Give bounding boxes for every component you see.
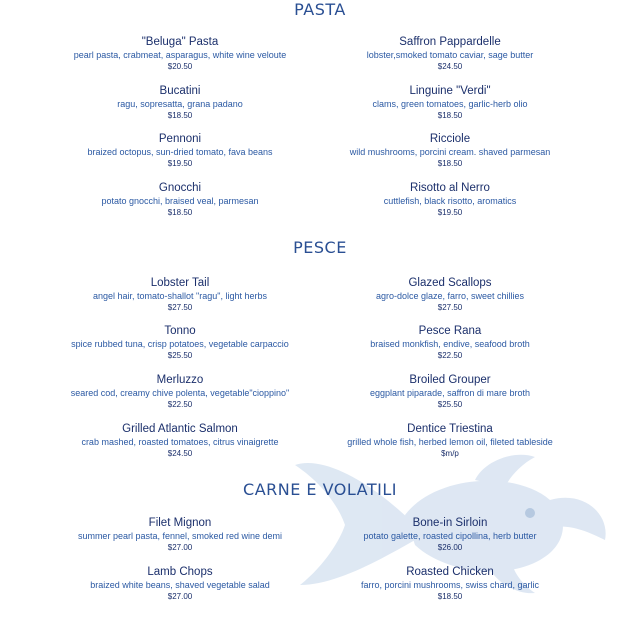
item-description: crab mashed, roasted tomatoes, citrus vinaigrette	[81, 437, 279, 447]
item-description: braized octopus, sun-dried tomato, fava beans	[87, 147, 273, 157]
item-price: $25.50	[437, 400, 463, 409]
item-description: angel hair, tomato-shallot "ragu", light herbs	[93, 291, 267, 301]
item-description: braised monkfish, endive, seafood broth	[370, 339, 530, 349]
item-name: Filet Mignon	[148, 517, 212, 529]
menu-item	[30, 422, 330, 459]
item-description: farro, porcini mushrooms, swiss chard, garlic	[360, 580, 540, 590]
item-name: Saffron Pappardelle	[399, 36, 501, 48]
item-description: potato gnocchi, braised veal, parmesan	[101, 196, 259, 206]
menu-item	[290, 84, 610, 121]
item-name: Grilled Atlantic Salmon	[122, 423, 238, 435]
item-name: Risotto al Nerro	[410, 182, 490, 194]
item-name: Gnocchi	[158, 182, 202, 194]
item-price: $24.50	[167, 449, 193, 458]
item-description: summer pearl pasta, fennel, smoked red wine demi	[77, 531, 283, 541]
item-description: grilled whole fish, herbed lemon oil, fileted tableside	[347, 437, 553, 447]
item-price: $18.50	[437, 111, 463, 120]
menu-item	[290, 35, 610, 72]
item-name: Broiled Grouper	[409, 374, 491, 386]
item-name: Glazed Scallops	[408, 277, 492, 289]
item-description: braized white beans, shaved vegetable salad	[90, 580, 270, 590]
section-title-carne-e-volatili: CARNE E VOLATILI	[243, 480, 397, 499]
menu-item	[290, 516, 610, 553]
item-name: Merluzzo	[156, 374, 204, 386]
item-description: pearl pasta, crabmeat, asparagus, white wine veloute	[73, 50, 287, 60]
item-price: $27.50	[167, 303, 193, 312]
menu-item	[290, 132, 610, 169]
item-name: Bucatini	[159, 85, 201, 97]
section-title-pasta: PASTA	[294, 0, 346, 19]
menu-item	[290, 276, 610, 313]
item-name: Pennoni	[158, 133, 202, 145]
item-description: seared cod, creamy chive polenta, vegetable"cioppino"	[70, 388, 290, 398]
menu-item	[290, 422, 610, 459]
item-description: lobster,smoked tomato caviar, sage butter	[366, 50, 534, 60]
item-price: $18.50	[167, 208, 193, 217]
menu-item	[30, 132, 330, 169]
item-name: Pesce Rana	[418, 325, 482, 337]
item-price: $18.50	[437, 592, 463, 601]
item-price: $27.00	[167, 592, 193, 601]
menu-item	[30, 373, 330, 410]
item-name: Tonno	[164, 325, 196, 337]
item-price: $22.50	[167, 400, 193, 409]
menu-item	[30, 84, 330, 121]
item-description: potato galette, roasted cipollina, herb butter	[363, 531, 537, 541]
menu-item	[30, 516, 330, 553]
item-price: $20.50	[167, 62, 193, 71]
item-description: spice rubbed tuna, crisp potatoes, vegetable carpaccio	[71, 339, 289, 349]
item-name: Lamb Chops	[147, 566, 213, 578]
item-price: $24.50	[437, 62, 463, 71]
item-description: ragu, sopresatta, grana padano	[117, 99, 243, 109]
item-description: agro-dolce glaze, farro, sweet chillies	[375, 291, 525, 301]
menu-item	[290, 373, 610, 410]
menu-item	[30, 276, 330, 313]
menu-item	[290, 324, 610, 361]
item-name: Lobster Tail	[150, 277, 210, 289]
menu-item	[30, 324, 330, 361]
menu-item	[30, 181, 330, 218]
item-price: $19.50	[167, 159, 193, 168]
item-name: Linguine "Verdi"	[409, 85, 491, 97]
item-price: $26.00	[437, 543, 463, 552]
menu-item	[290, 181, 610, 218]
menu-item	[290, 565, 610, 602]
item-name: "Beluga" Pasta	[141, 36, 219, 48]
item-price: $m/p	[441, 449, 459, 458]
item-price: $25.50	[167, 351, 193, 360]
item-price: $18.50	[167, 111, 193, 120]
section-title-pesce: PESCE	[293, 238, 347, 257]
item-name: Ricciole	[429, 133, 471, 145]
item-description: clams, green tomatoes, garlic-herb olio	[372, 99, 528, 109]
item-price: $19.50	[437, 208, 463, 217]
item-price: $27.50	[437, 303, 463, 312]
item-price: $27.00	[167, 543, 193, 552]
item-name: Bone-in Sirloin	[412, 517, 488, 529]
item-name: Roasted Chicken	[406, 566, 494, 578]
menu-item	[30, 565, 330, 602]
item-price: $22.50	[437, 351, 463, 360]
item-description: eggplant piparade, saffron di mare broth	[370, 388, 530, 398]
item-price: $18.50	[437, 159, 463, 168]
menu-item	[30, 35, 330, 72]
item-description: wild mushrooms, porcini cream. shaved parmesan	[349, 147, 551, 157]
item-name: Dentice Triestina	[407, 423, 493, 435]
item-description: cuttlefish, black risotto, aromatics	[383, 196, 517, 206]
